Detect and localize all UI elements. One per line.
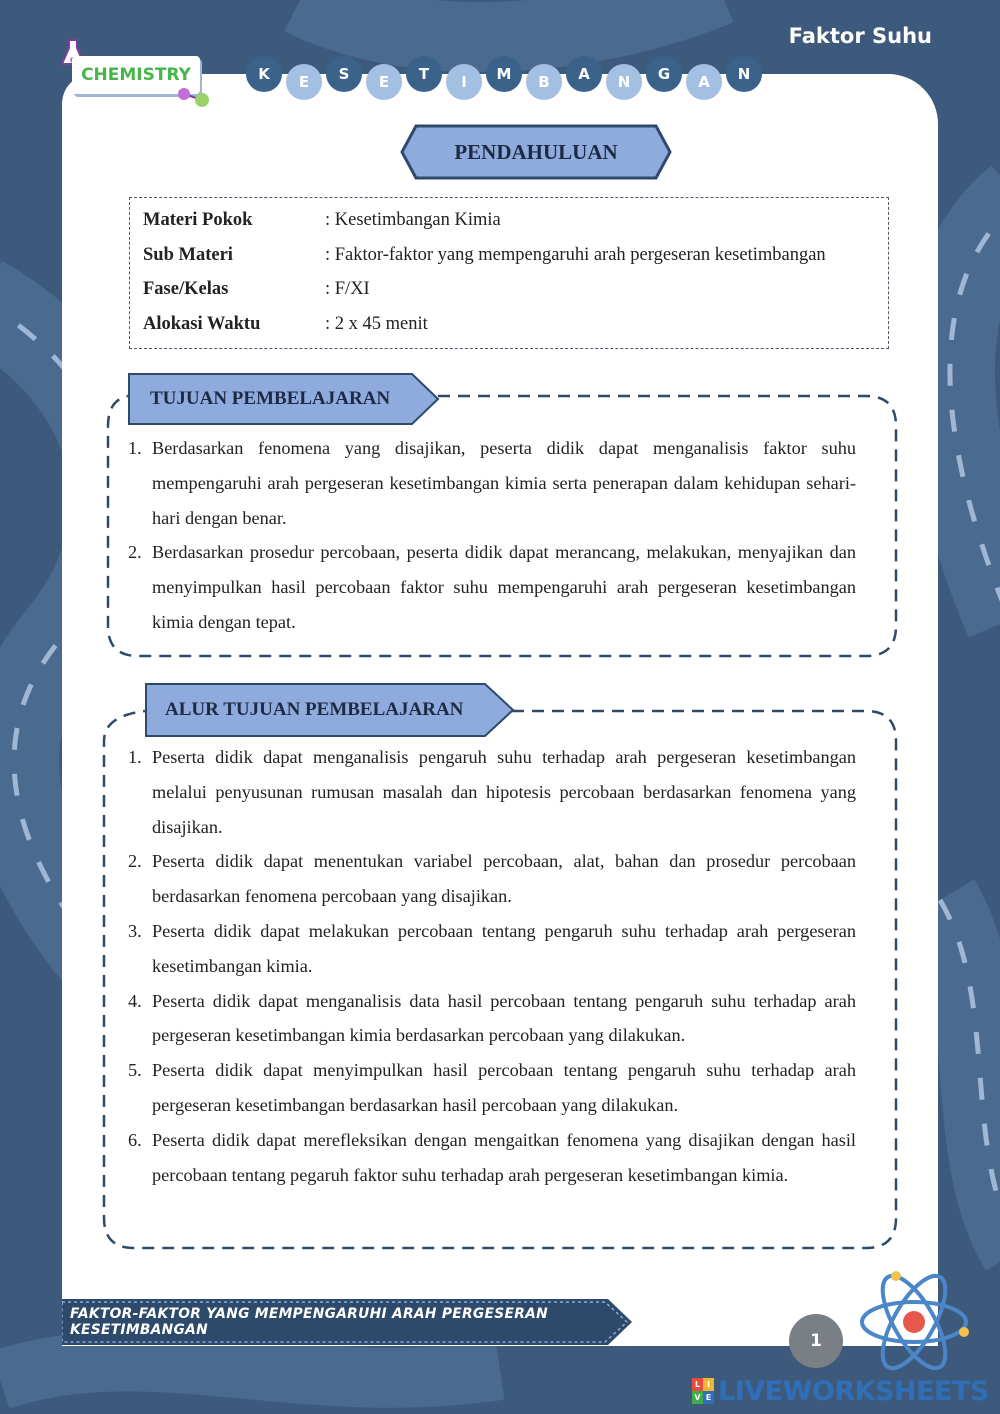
item-text: Peserta didik dapat menganalisis pengaruh suhu terhadap arah pergeseran kesetimbangan melalui penyusunan rumusan masalah dan hipotesis percobaan berdasarkan fenomena yang disajikan. — [152, 747, 856, 837]
alur-title: ALUR TUJUAN PEMBELAJARAN — [165, 699, 464, 720]
item-text: Peserta didik dapat merefleksikan dengan mengaitkan fenomena yang disajikan dengan hasil percobaan tentang pegaruh faktor suhu terhadap arah pergeseran kesetimbangan kimia. — [152, 1129, 856, 1185]
title-letter-circle: T — [406, 56, 442, 92]
title-letter-circle: E — [286, 64, 322, 100]
item-number: 3. — [128, 920, 142, 941]
title-letter-circle: A — [566, 56, 602, 92]
title-letter-circle: B — [526, 64, 562, 100]
item-text: Berdasarkan fenomena yang disajikan, peserta didik dapat menganalisis faktor suhu mempengaruhi arah pergeseran kesetimbangan kimia serta penerapan dalam kehidupan sehari-hari dengan benar. — [152, 438, 856, 528]
watermark-text: LIVEWORKSHEETS — [718, 1375, 989, 1407]
list-item — [128, 535, 856, 639]
atom-icon — [852, 1262, 976, 1380]
item-text: Peserta didik dapat menganalisis data hasil percobaan tentang pengaruh suhu terhadap arah pergeseran kesetimbangan kimia berdasarkan percobaan yang dilakukan. — [152, 990, 856, 1046]
list-item — [128, 1053, 856, 1123]
title-letter-circle: M — [486, 56, 522, 92]
info-label: Fase/Kelas — [143, 279, 229, 299]
title-letter-circle: N — [726, 56, 762, 92]
info-value: : Kesetimbangan Kimia — [325, 210, 501, 230]
chemistry-logo: CHEMISTRY — [72, 56, 200, 94]
item-number: 2. — [128, 542, 142, 563]
item-number: 5. — [128, 1060, 142, 1081]
alur-banner — [145, 683, 515, 737]
tujuan-list — [128, 431, 856, 640]
info-label: Sub Materi — [143, 244, 233, 265]
info-value: : F/XI — [325, 279, 370, 299]
item-number: 1. — [128, 747, 142, 767]
item-text: Peserta didik dapat melakukan percobaan tentang pengaruh suhu terhadap arah pergeseran kesetimbangan kimia. — [152, 920, 856, 976]
tujuan-banner — [128, 373, 440, 425]
page-number: 1 — [789, 1314, 843, 1368]
title-letter-circle: K — [246, 56, 282, 92]
liveworksheets-logo-icon — [692, 1378, 714, 1404]
liveworksheets-watermark — [692, 1374, 989, 1408]
chapter-title: Faktor Suhu — [788, 24, 932, 48]
item-number: 4. — [128, 990, 142, 1011]
list-item — [128, 431, 856, 535]
footer-banner — [62, 1299, 634, 1345]
title-letter-circle: G — [646, 56, 682, 92]
item-number: 2. — [128, 851, 142, 872]
info-label: Materi Pokok — [143, 210, 253, 230]
item-text: Berdasarkan prosedur percobaan, peserta didik dapat merancang, melakukan, menyajikan dan menyimpulkan hasil percobaan faktor suhu mempengaruhi arah pergeseran kesetimbangan kimia dengan tepat. — [152, 542, 856, 632]
info-label: Alokasi Waktu — [143, 313, 261, 334]
item-text: Peserta didik dapat menyimpulkan hasil percobaan tentang pengaruh suhu terhadap arah pergeseran kesetimbangan berdasarkan hasil percobaan yang dilakukan. — [152, 1060, 856, 1115]
list-item — [128, 984, 856, 1054]
info-value: : Faktor-faktor yang mempengaruhi arah pergeseran kesetimbangan — [325, 244, 826, 265]
footer-banner-text: FAKTOR-FAKTOR YANG MEMPENGARUHI ARAH PERGESERAN KESETIMBANGAN — [70, 1306, 548, 1338]
heading-text: PENDAHULUAN — [454, 139, 618, 164]
info-value: : 2 x 45 menit — [325, 313, 428, 334]
list-item — [128, 914, 856, 984]
logo-letter: V — [692, 1391, 703, 1404]
list-item — [128, 1123, 856, 1193]
title-letter-circle: N — [606, 64, 642, 100]
title-letter-circle: I — [446, 64, 482, 100]
list-item — [128, 844, 856, 914]
tujuan-title: TUJUAN PEMBELAJARAN — [150, 388, 391, 409]
list-item — [128, 740, 856, 844]
title-letter-circle: A — [686, 64, 722, 100]
logo-letter: L — [692, 1378, 703, 1391]
item-number: 1. — [128, 438, 142, 458]
logo-letter: E — [703, 1391, 714, 1404]
item-number: 6. — [128, 1129, 142, 1150]
title-letter-circle: S — [326, 56, 362, 92]
alur-list — [128, 740, 856, 1192]
title-letter-circle: E — [366, 64, 402, 100]
logo-letter: I — [703, 1378, 714, 1391]
item-text: Peserta didik dapat menentukan variabel percobaan, alat, bahan dan prosedur percobaan berdasarkan fenomena percobaan yang disajikan. — [152, 851, 856, 907]
